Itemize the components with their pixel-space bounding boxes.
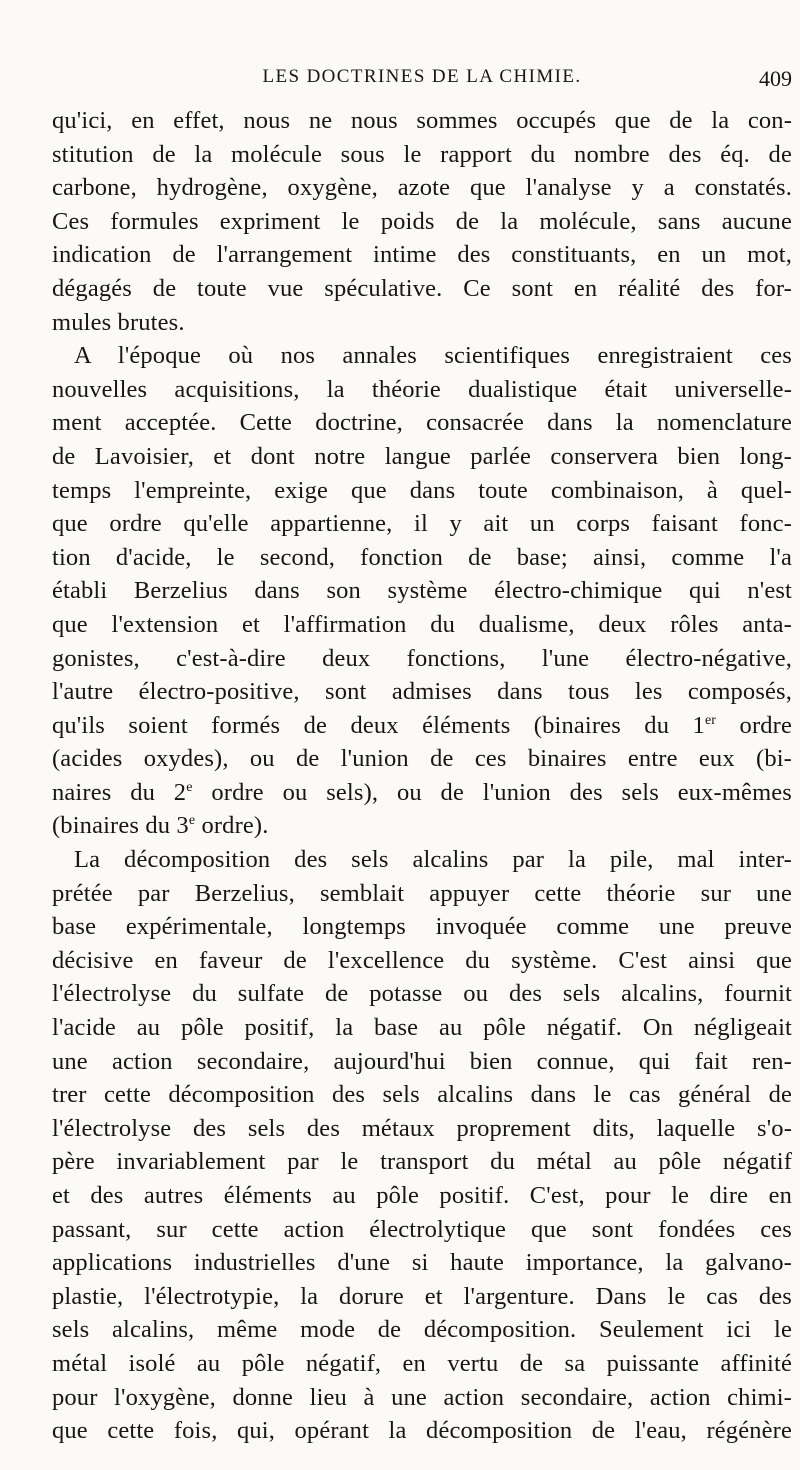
text-line [52,1280,792,1314]
page-number: 409 [759,66,792,91]
line-text: qu'ici, en effet, nous ne nous sommes occupés que de la con- [52,107,792,134]
ordinal-superscript: e [186,779,193,795]
text-line [52,1179,792,1213]
text-line [52,574,792,608]
line-text: qu'ils soient formés de deux éléments (binaires du 1 [52,711,705,739]
line-text: mules brutes. [52,308,185,336]
line-text: ment acceptée. Cette doctrine, consacrée dans la nomenclature [52,409,792,437]
line-text: (binaires du 3 [52,812,189,840]
line-text: métal isolé au pôle négatif, en vertu de sa puissante affinité [52,1349,792,1377]
line-text-continued: ordre). [195,812,269,840]
line-text: une action secondaire, aujourd'hui bien connue, qui fait ren- [52,1047,792,1075]
text-line [52,608,792,642]
text-line [52,1313,792,1347]
text-line [52,306,792,340]
text-line [52,642,792,676]
text-line [52,877,792,911]
line-text: que ordre qu'elle appartienne, il y ait un corps faisant fonc- [52,510,792,538]
text-line [52,339,792,373]
line-text: (acides oxydes), ou de l'union de ces binaires entre eux (bi- [52,745,792,773]
line-text: passant, sur cette action électrolytique que sont fondées ces [52,1215,792,1243]
text-line [52,507,792,541]
line-text: stitution de la molécule sous le rapport du nombre des éq. de [52,140,792,168]
line-text: nouvelles acquisitions, la théorie dualistique était universelle- [52,375,792,403]
line-text: l'acide au pôle positif, la base au pôle négatif. On négligeait [52,1014,792,1042]
line-text: l'autre électro-positive, sont admises dans tous les composés, [52,678,792,706]
text-line [52,742,792,776]
text-line [52,1347,792,1381]
line-text: l'électrolyse des sels des métaux proprement dits, laquelle s'o- [52,1114,792,1142]
text-line [52,675,792,709]
line-text: carbone, hydrogène, oxygène, azote que l'analyse y a constatés. [52,174,792,202]
book-page [52,64,792,1448]
text-line [52,171,792,205]
ordinal-superscript: er [704,712,717,728]
line-text: sels alcalins, même mode de décomposition. Seulement ici le [52,1316,792,1344]
line-text-continued: ordre ou sels), ou de l'union des sels eux-mêmes [192,778,792,806]
line-text: indication de l'arrangement intime des constituants, en un mot, [52,241,792,269]
line-text: l'électrolyse du sulfate de potasse ou des sels alcalins, fournit [52,980,792,1008]
text-line [52,1246,792,1280]
line-text-continued: ordre [716,711,792,739]
line-text: que cette fois, qui, opérant la décomposition de l'eau, régénère [52,1417,792,1445]
text-line [52,1145,792,1179]
body-text [52,104,792,1448]
text-line [52,104,792,138]
text-line [52,1112,792,1146]
line-text: trer cette décomposition des sels alcalins dans le cas général de [52,1081,792,1109]
text-line [52,944,792,978]
line-text: dégagés de toute vue spéculative. Ce sont en réalité des for- [52,274,792,302]
line-text: temps l'empreinte, exige que dans toute combinaison, à quel- [52,476,792,504]
text-line [52,474,792,508]
line-text: applications industrielles d'une si haute importance, la galvano- [52,1249,792,1277]
text-line [52,138,792,172]
text-line [52,843,792,877]
line-text: et des autres éléments au pôle positif. C'est, pour le dire en [52,1182,792,1209]
line-text: gonistes, c'est-à-dire deux fonctions, l'une électro-négative, [52,644,792,672]
text-line [52,541,792,575]
text-line [52,440,792,474]
text-line [52,238,792,272]
ordinal-superscript: e [188,813,196,829]
line-text: base expérimentale, longtemps invoquée comme une preuve [52,913,792,941]
line-text: plastie, l'électrotypie, la dorure et l'argenture. Dans le cas des [52,1282,792,1310]
line-text: tion d'acide, le second, fonction de base; ainsi, comme l'a [52,543,792,571]
text-line [52,1414,792,1448]
text-line [52,272,792,306]
line-text: naires du 2 [52,778,187,806]
line-text: pour l'oxygène, donne lieu à une action secondaire, action chimi- [52,1383,792,1411]
text-line [52,205,792,239]
line-text: établi Berzelius dans son système électro-chimique qui n'est [52,577,792,605]
text-line [52,1011,792,1045]
text-line [52,406,792,440]
line-text: A l'époque où nos annales scientifiques enregistraient ces [74,342,792,370]
text-line [52,977,792,1011]
text-line [52,910,792,944]
line-text: Ces formules expriment le poids de la molécule, sans aucune [52,207,792,235]
text-line [52,1078,792,1112]
line-text: que l'extension et l'affirmation du dualisme, deux rôles anta- [52,610,792,638]
text-line [52,809,792,843]
page-header [52,64,792,104]
line-text: de Lavoisier, et dont notre langue parlée conservera bien long- [52,442,792,470]
line-text: père invariablement par le transport du métal au pôle négatif [52,1148,792,1176]
text-line [52,1213,792,1247]
text-line [52,709,792,743]
text-line [52,776,792,810]
line-text: La décomposition des sels alcalins par la pile, mal inter- [74,846,792,874]
text-line [52,1381,792,1415]
line-text: décisive en faveur de l'excellence du système. C'est ainsi que [52,946,792,974]
running-title: LES DOCTRINES DE LA CHIMIE. [262,66,582,87]
text-line [52,373,792,407]
text-line [52,1045,792,1079]
line-text: prétée par Berzelius, semblait appuyer cette théorie sur une [52,879,792,907]
